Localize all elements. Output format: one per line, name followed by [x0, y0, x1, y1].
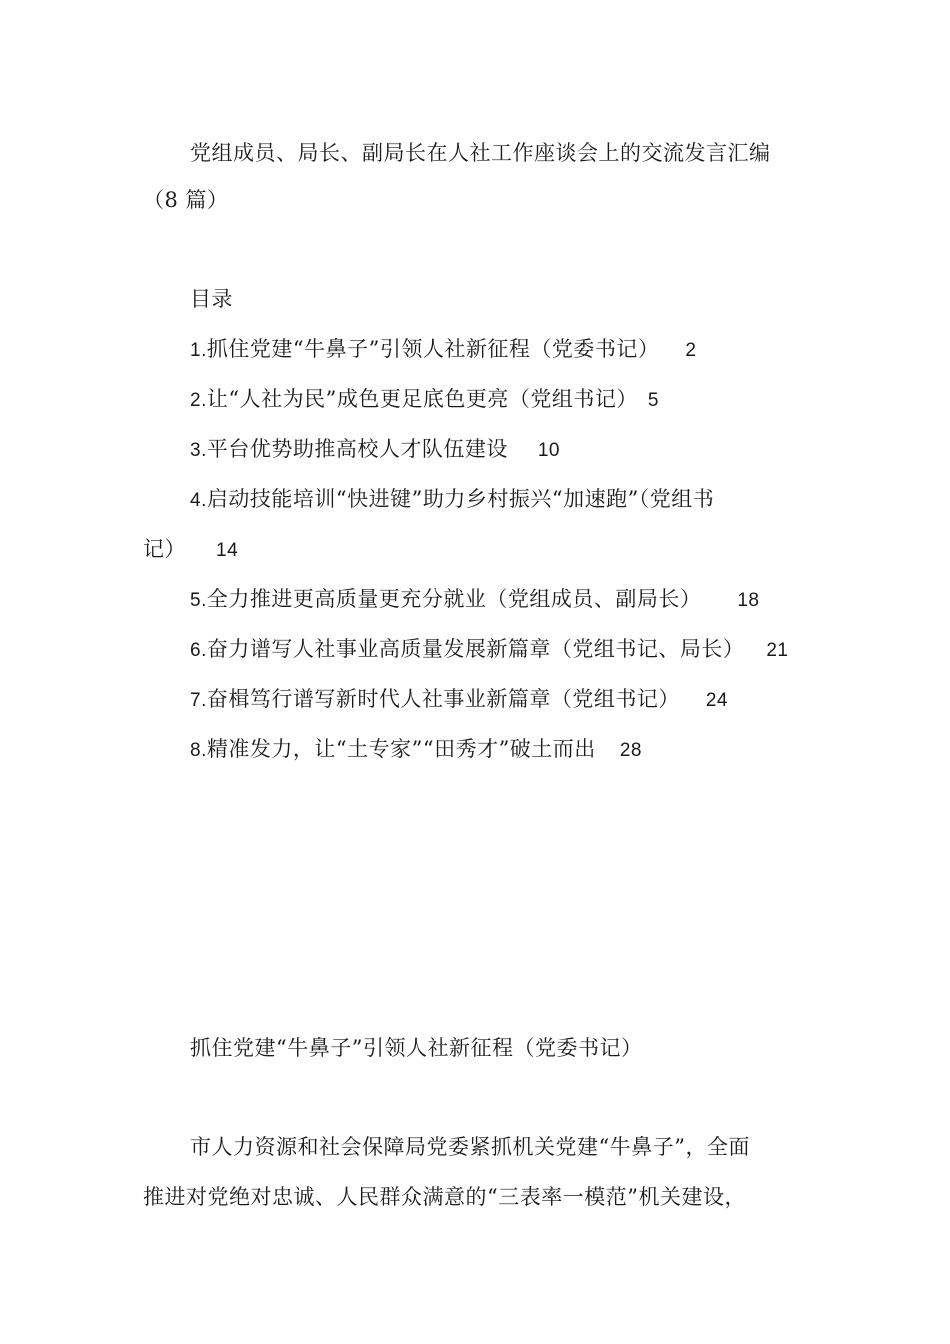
toc-item-number: 6. — [190, 640, 207, 661]
toc-item-text: 奋楫笃行谱写新时代人社事业新篇章（党组书记） — [206, 687, 680, 711]
toc-item-number: 3. — [190, 440, 207, 461]
toc-item-continuation[interactable] — [143, 535, 238, 565]
toc-item-number: 7. — [190, 690, 207, 711]
toc-item-page: 21 — [766, 640, 789, 661]
toc-item-number: 2. — [190, 390, 207, 411]
toc-item[interactable] — [190, 685, 728, 715]
toc-item-page: 18 — [737, 590, 760, 611]
toc-item-page: 14 — [216, 540, 239, 561]
toc-item[interactable] — [190, 485, 714, 515]
toc-item-page: 28 — [619, 740, 642, 761]
toc-item-text: 奋力谱写人社事业高质量发展新篇章（党组书记、局长） — [206, 637, 745, 661]
body-paragraph-line: 市人力资源和社会保障局党委紧抓机关党建“牛鼻子”，全面 — [190, 1135, 750, 1159]
toc-item[interactable] — [190, 585, 760, 615]
toc-item-text-continued: 记） — [143, 537, 186, 561]
toc-item-page: 24 — [705, 690, 728, 711]
toc-item[interactable] — [190, 735, 642, 765]
toc-item[interactable] — [190, 635, 789, 665]
body-paragraph-line: 推进对党绝对忠诚、人民群众满意的“三表率一模范”机关建设， — [143, 1185, 746, 1209]
toc-item-text: 全力推进更高质量更充分就业（党组成员、副局长） — [206, 587, 702, 611]
toc-item-text: 精准发力，让“土专家”“田秀才”破土而出 — [206, 737, 596, 761]
toc-item-page: 10 — [537, 440, 560, 461]
document-title-line1: 党组成员、局长、副局长在人社工作座谈会上的交流发言汇编 — [190, 141, 771, 165]
toc-item-page: 2 — [685, 340, 697, 361]
toc-item[interactable] — [190, 335, 696, 365]
toc-item-text: 让“人社为民”成色更足底色更亮（党组书记） — [206, 387, 638, 411]
toc-item-page: 5 — [647, 390, 659, 411]
section-title: 抓住党建“牛鼻子”引领人社新征程（党委书记） — [190, 1036, 643, 1060]
toc-item-number: 5. — [190, 590, 207, 611]
toc-item-number: 8. — [190, 740, 207, 761]
toc-item-number: 1. — [190, 340, 207, 361]
toc-item-number: 4. — [190, 490, 207, 511]
toc-item[interactable] — [190, 385, 659, 415]
toc-item-text: 启动技能培训“快进键”助力乡村振兴“加速跑”（党组书 — [206, 487, 715, 511]
toc-heading: 目录 — [190, 287, 233, 311]
toc-item-text: 抓住党建“牛鼻子”引领人社新征程（党委书记） — [206, 337, 660, 361]
document-title-line2: （8 篇） — [143, 188, 229, 212]
toc-item-text: 平台优势助推高校人才队伍建设 — [206, 437, 508, 461]
toc-item[interactable] — [190, 435, 560, 465]
